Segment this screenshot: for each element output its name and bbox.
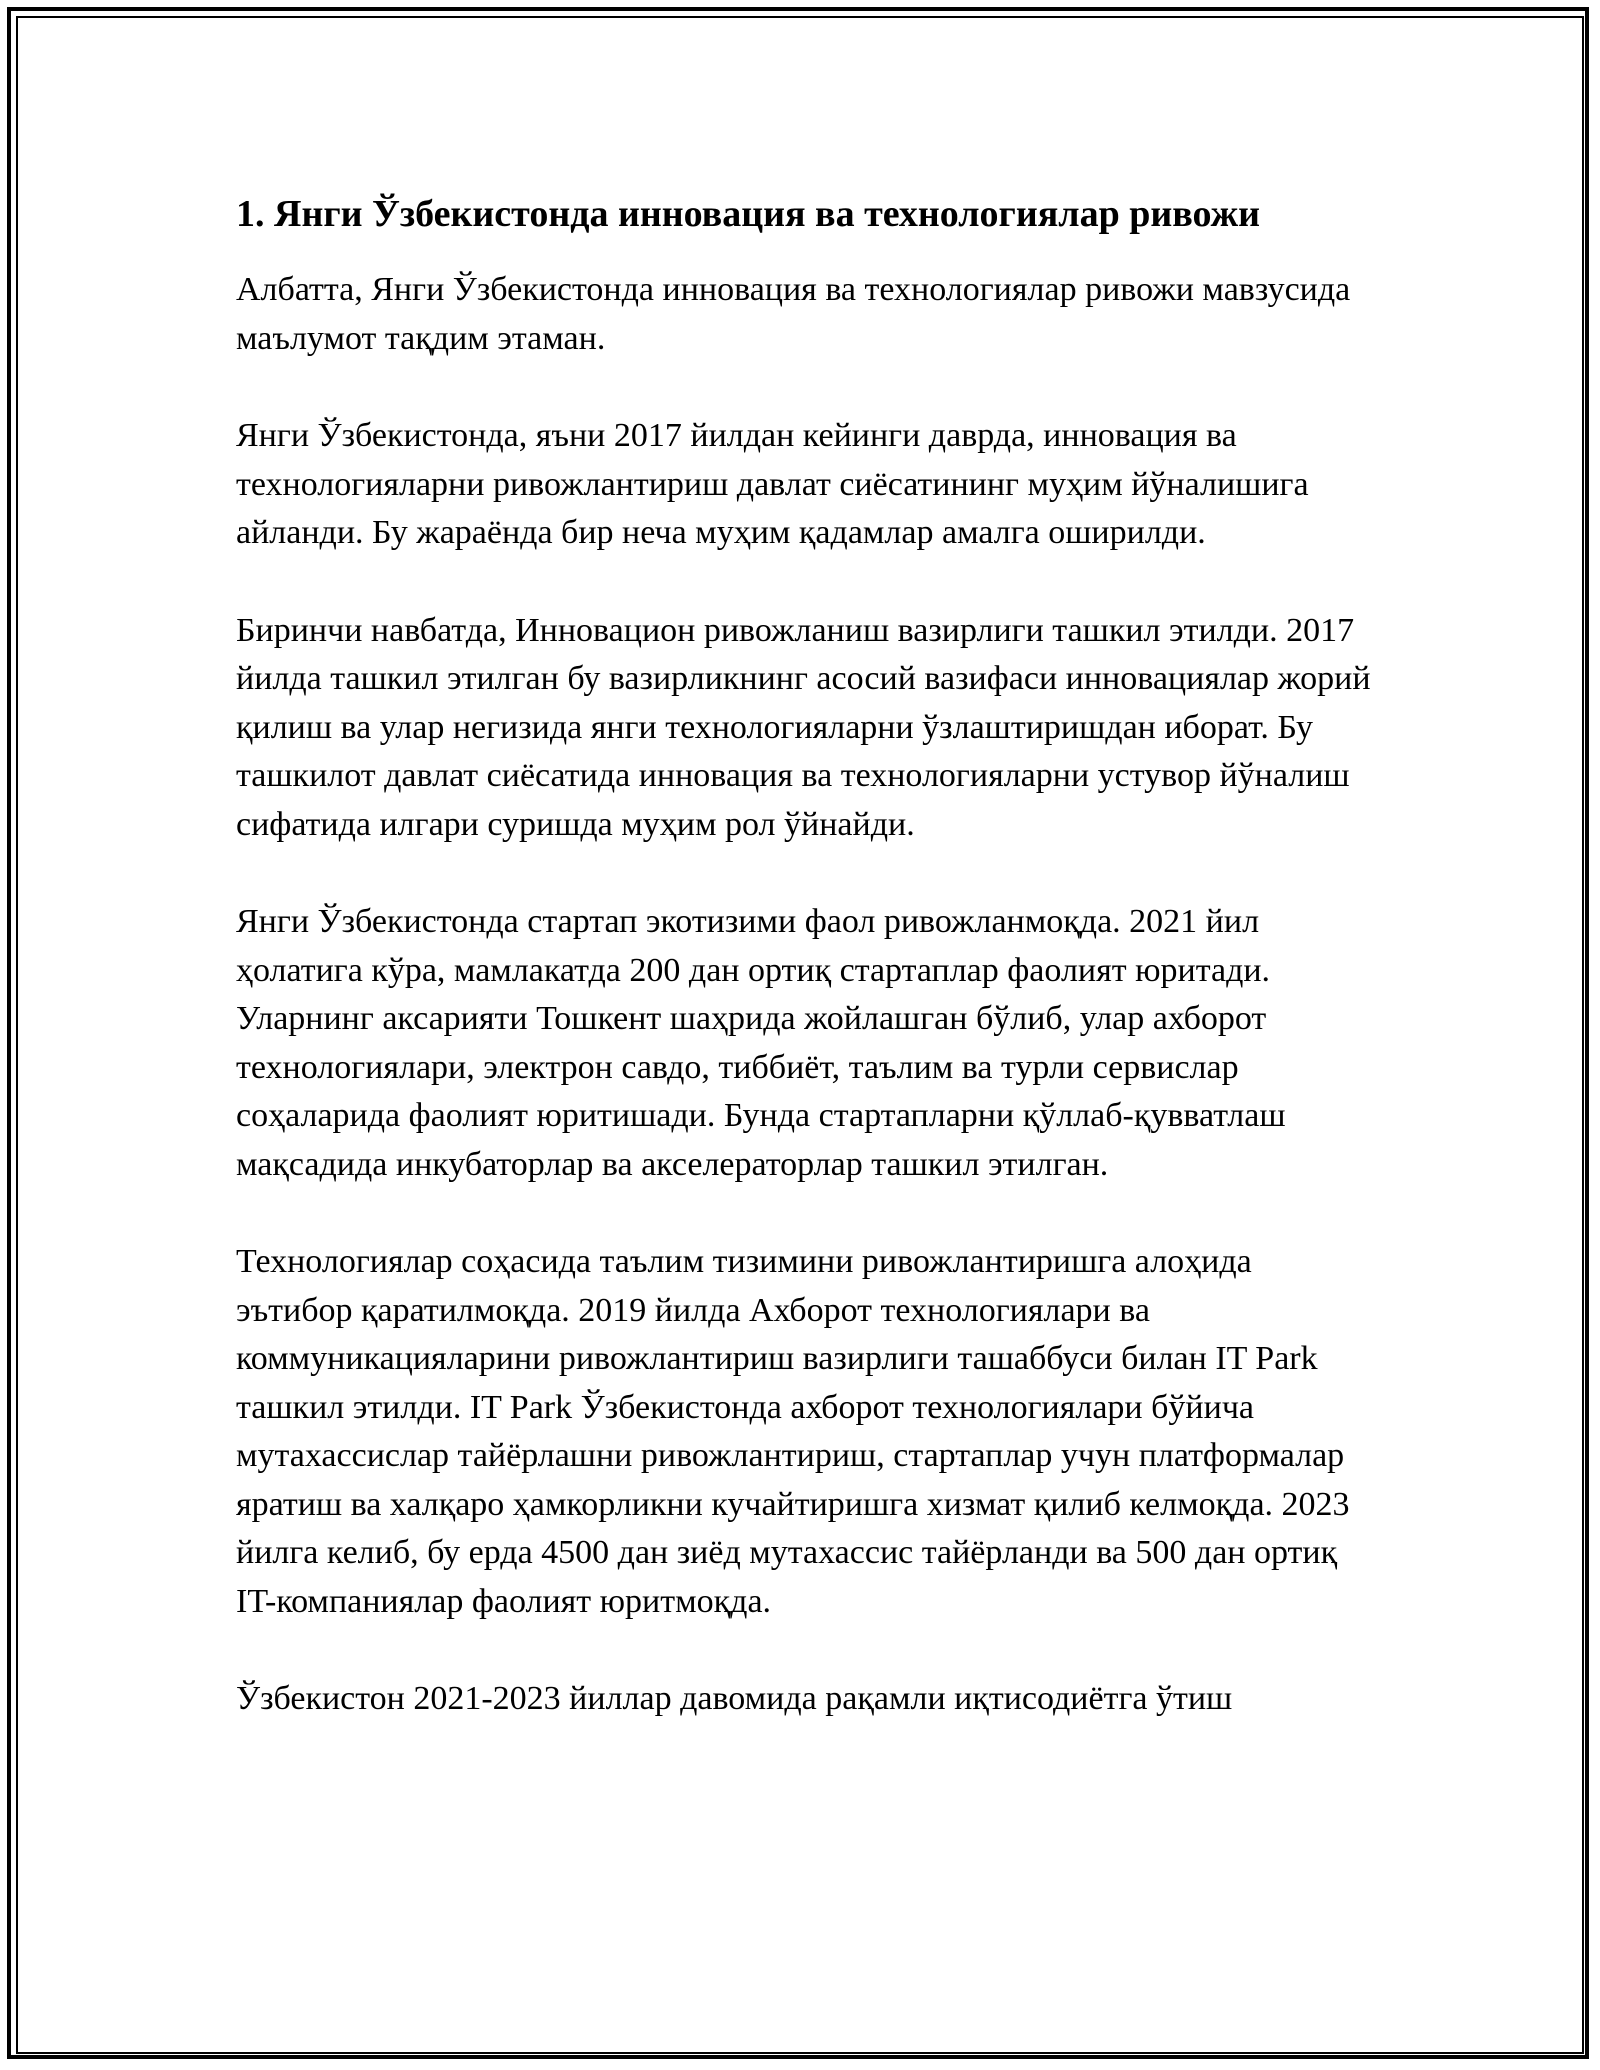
paragraph-new-uzbekistan: Янги Ўзбекистонда, яъни 2017 йилдан кейинги даврда, инновация ва технологияларни ривожлантириш давлат сиёсатининг муҳим йўналишига айланди. Бу жараёнда бир неча муҳим қадамлар амалга оширилди. (236, 417, 1309, 551)
paragraph-startups: Янги Ўзбекистонда стартап экотизими фаол ривожланмоқда. 2021 йил ҳолатига кўра, мамлакатда 200 дан ортиқ стартаплар фаолият юритади. Уларнинг аксарияти Тошкент шаҳрида жойлашган бўлиб, улар ахборот технологиялари, электрон савдо, тиббиёт, таълим ва турли сервислар соҳаларида фаолият юритишади. Бунда стартапларни қўллаб-қувватлаш мақсадида инкубаторлар ва акселераторлар ташкил этилган. (236, 903, 1286, 1183)
paragraph-digital-economy: Ўзбекистон 2021-2023 йиллар давомида рақамли иқтисодиётга ўтиш (236, 1680, 1233, 1717)
paragraph-intro: Албатта, Янги Ўзбекистонда инновация ва технологиялар ривожи мавзусида маълумот тақдим этаман. (236, 271, 1351, 357)
paragraph-ministry: Биринчи навбатда, Инновацион ривожланиш вазирлиги ташкил этилди. 2017 йилда ташкил этилган бу вазирликнинг асосий вазифаси инновациялар жорий қилиш ва улар негизида янги технологияларни ўзлаштиришдан иборат. Бу ташкилот давлат сиёсатида инновация ва технологияларни устувор йўналиш сифатида илгари суришда муҳим рол ўйнайди. (236, 611, 1371, 843)
document-body (236, 187, 1376, 1724)
paragraph-it-park: Технологиялар соҳасида таълим тизимини ривожлантиришга алоҳида эътибор қаратилмоқда. 2019 йилда Ахборот технологиялари ва коммуникацияларини ривожлантириш вазирлиги ташаббуси билан IT Park ташкил этилди. IT Park Ўзбекистонда ахборот технологиялари бўйича мутахассислар тайёрлашни ривожлантириш, стартаплар учун платформалар яратиш ва халқаро ҳамкорликни кучайтиришга хизмат қилиб келмоқда. 2023 йилга келиб, бу ерда 4500 дан зиёд мутахассис тайёрланди ва 500 дан ортиқ IT-компаниялар фаолият юритмоқда. (236, 1243, 1350, 1620)
document-heading: 1. Янги Ўзбекистонда инновация ва технологиялар ривожи (236, 193, 1261, 235)
